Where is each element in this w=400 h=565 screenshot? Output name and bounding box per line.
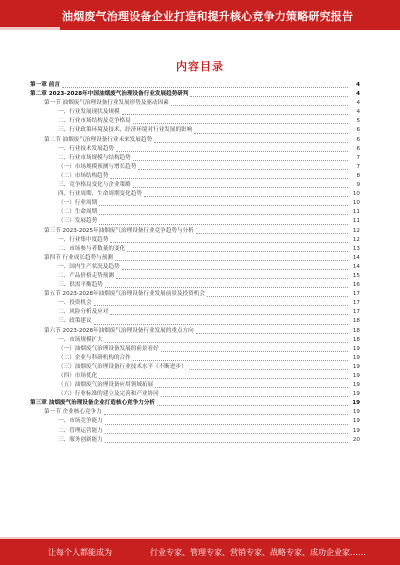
toc-entry-page: 17: [352, 291, 360, 298]
toc-leader-dots: [105, 341, 348, 343]
toc-entry-page: 17: [352, 309, 360, 316]
toc-entry-label: 第二章 2023-2028年中国油烟废气治理设备行业发展趋势研判: [30, 91, 189, 98]
toc-entry-label: 一、行业发展现状及规模: [58, 109, 120, 116]
toc-entry-label: 一、国内生产状况及趋势: [58, 263, 120, 270]
toc-entry-page: 4: [356, 100, 360, 107]
toc-leader-dots: [207, 295, 348, 297]
toc-leader-dots: [196, 332, 348, 334]
toc-entry-page: 19: [352, 373, 360, 379]
toc-leader-dots: [133, 122, 348, 124]
toc-entry[interactable]: [30, 117, 360, 126]
toc-entry-page: 14: [352, 254, 360, 261]
toc-leader-dots: [116, 277, 348, 279]
toc-entry-page: 11: [352, 218, 360, 225]
toc-entry-page: 8: [356, 172, 360, 179]
toc-entry-label: （二）生命周期: [58, 209, 98, 216]
toc-entry[interactable]: [30, 281, 360, 290]
toc-entry-label: 二、市场参与者数量的变化: [58, 245, 126, 252]
toc-entry[interactable]: [30, 126, 360, 135]
toc-entry[interactable]: [30, 336, 360, 345]
toc-entry[interactable]: [30, 99, 360, 108]
header-stripe: [0, 27, 60, 30]
toc-entry-label: （三）油烟废气治理设备行业技术水平（不断进步）: [58, 363, 187, 370]
toc-entry-page: 12: [352, 236, 360, 243]
toc-leader-dots: [190, 95, 348, 97]
toc-entry-page: 19: [352, 354, 360, 361]
toc-entry[interactable]: [30, 372, 360, 381]
toc-entry-label: 三、竞争格局变化与企业策略: [58, 182, 131, 189]
toc-entry-page: 6: [356, 145, 360, 152]
toc-leader-dots: [133, 159, 348, 161]
toc-leader-dots: [94, 323, 348, 325]
toc-entry[interactable]: [30, 299, 360, 308]
toc-entry-page: 6: [356, 136, 360, 143]
toc-entry-page: 6: [356, 127, 360, 134]
toc-entry[interactable]: [30, 272, 360, 281]
toc-entry-label: 第六节 2023-2028年油烟废气治理设备行业发展的重点方向: [44, 327, 194, 334]
report-header: [0, 0, 400, 30]
toc-entry[interactable]: [30, 427, 360, 436]
toc-entry-page: 19: [352, 382, 360, 389]
toc-entry[interactable]: [30, 108, 360, 117]
toc-entry[interactable]: [30, 290, 360, 299]
toc-entry-label: 二、产品价格走势预测: [58, 272, 114, 279]
toc-leader-dots: [127, 250, 348, 252]
toc-leader-dots: [133, 359, 348, 361]
toc-entry[interactable]: [30, 90, 360, 99]
toc-leader-dots: [115, 259, 348, 261]
toc-leader-dots: [105, 423, 348, 425]
toc-entry-label: （二）企业与科研机构的合作: [58, 354, 131, 361]
toc-entry-label: 第三章 油烟废气治理设备企业打造核心竞争力分析: [30, 400, 156, 407]
toc-entry-page: 19: [352, 363, 360, 370]
toc-entry[interactable]: [30, 390, 360, 399]
toc-leader-dots: [105, 441, 348, 443]
toc-entry[interactable]: [30, 417, 360, 426]
table-of-contents: [30, 81, 360, 445]
toc-entry[interactable]: [30, 190, 360, 199]
toc-entry[interactable]: [30, 227, 360, 236]
toc-entry-label: 三、供需平衡趋势: [58, 282, 103, 289]
toc-entry-label: （五）油烟废气治理设备应用领域拓展: [58, 382, 154, 389]
toc-leader-dots: [196, 232, 348, 234]
toc-heading: 内容目录: [176, 60, 224, 73]
toc-entry-page: 18: [352, 327, 360, 334]
toc-entry-page: 18: [352, 336, 360, 343]
toc-leader-dots: [161, 350, 348, 352]
toc-entry-page: 20: [352, 436, 360, 443]
toc-entry[interactable]: [30, 172, 360, 181]
toc-entry[interactable]: [30, 81, 360, 90]
toc-entry-label: （一）行业周期: [58, 200, 98, 207]
toc-entry[interactable]: [30, 408, 360, 417]
toc-entry-page: 15: [352, 272, 360, 279]
toc-entry-label: （六）行业标准的建立及完善和产业协同: [58, 391, 159, 398]
report-footer: [0, 539, 400, 565]
toc-entry[interactable]: [30, 217, 360, 226]
toc-entry-page: 17: [352, 300, 360, 307]
toc-entry[interactable]: [30, 317, 360, 326]
toc-entry-label: （四）市场优化: [58, 373, 98, 379]
toc-entry-label: 第一节 油烟废气治理设备行业发展形势及驱动因素: [44, 100, 169, 107]
toc-entry-page: 19: [352, 409, 360, 416]
toc-leader-dots: [157, 404, 348, 406]
toc-leader-dots: [110, 313, 348, 315]
toc-entry-label: （一）油烟废气治理设备发展的前景看好: [58, 345, 159, 352]
toc-entry-label: 三、服务创新能力: [58, 436, 103, 443]
toc-leader-dots: [194, 132, 348, 134]
toc-entry[interactable]: [30, 345, 360, 354]
toc-entry-label: 一、行业技术发展趋势: [58, 145, 114, 152]
toc-entry-page: 19: [352, 427, 360, 434]
toc-entry-label: 一、投资机会: [58, 300, 92, 307]
toc-entry-label: 第二节 油烟废气治理设备行业未来发展趋势: [44, 136, 153, 143]
footer-brand: 让每个人都能成为: [48, 548, 112, 557]
toc-entry-page: 19: [352, 400, 360, 407]
toc-entry-label: （三）发展趋势: [58, 218, 98, 225]
toc-entry-label: （二）市场结构趋势: [58, 172, 109, 179]
toc-entry[interactable]: [30, 145, 360, 154]
toc-entry-page: 19: [352, 391, 360, 398]
toc-entry-label: 二、管理运营能力: [58, 427, 103, 434]
toc-entry[interactable]: [30, 245, 360, 254]
toc-entry[interactable]: [30, 381, 360, 390]
toc-leader-dots: [138, 168, 348, 170]
toc-entry[interactable]: [30, 436, 360, 445]
toc-leader-dots: [144, 195, 348, 197]
report-title: 油烟废气治理设备企业打造和提升核心竞争力策略研究报告: [62, 10, 354, 23]
toc-entry-label: 一、行业集中度趋势: [58, 236, 109, 243]
toc-entry-page: 7: [356, 163, 360, 170]
toc-entry[interactable]: [30, 399, 360, 408]
toc-leader-dots: [99, 213, 348, 215]
toc-entry-page: 9: [356, 182, 360, 189]
toc-entry-label: 二、行业市场规模与结构趋势: [58, 154, 131, 161]
toc-entry-label: 三、行业政策环境及技术、经济环境对行业发展的影响: [58, 127, 193, 134]
toc-entry-label: 第一节 企业核心竞争力: [44, 409, 102, 416]
toc-entry-label: 第一章 前言: [30, 82, 60, 88]
toc-entry-page: 16: [352, 282, 360, 289]
toc-entry[interactable]: [30, 199, 360, 208]
toc-entry-page: 5: [356, 118, 360, 125]
toc-leader-dots: [154, 141, 348, 143]
toc-entry-label: 二、风险分析及应对: [58, 309, 109, 316]
toc-leader-dots: [171, 104, 348, 106]
toc-leader-dots: [122, 268, 348, 270]
footer-slogan: 行业专家、管理专家、营销专家、战略专家、成功企业家……: [150, 548, 366, 557]
toc-entry-label: 四、行业周期、生命周期变化趋势: [58, 191, 142, 198]
toc-entry[interactable]: [30, 354, 360, 363]
toc-entry-page: 10: [352, 200, 360, 207]
toc-leader-dots: [105, 286, 348, 288]
toc-entry[interactable]: [30, 181, 360, 190]
toc-entry-label: 三、政策建议: [58, 318, 92, 325]
toc-leader-dots: [133, 186, 348, 188]
toc-leader-dots: [99, 377, 348, 379]
toc-entry[interactable]: [30, 163, 360, 172]
toc-entry[interactable]: [30, 327, 360, 336]
toc-entry-page: 4: [356, 91, 360, 98]
toc-entry-page: 13: [352, 245, 360, 252]
toc-entry-label: 一、市场竞争能力: [58, 418, 103, 425]
toc-leader-dots: [62, 86, 348, 88]
toc-entry-page: 4: [356, 109, 360, 116]
toc-entry-label: 一、市场规模扩大: [58, 336, 103, 343]
toc-entry-label: 第四节 行业成长趋势与预测: [44, 254, 113, 261]
toc-leader-dots: [122, 113, 348, 115]
toc-leader-dots: [116, 150, 348, 152]
toc-entry[interactable]: [30, 208, 360, 217]
toc-entry-label: 第三节 2023-2025年油烟废气治理设备行业竞争趋势与分析: [44, 227, 194, 234]
toc-entry-page: 18: [352, 318, 360, 325]
toc-entry-page: 10: [352, 191, 360, 198]
toc-entry-page: 19: [352, 345, 360, 352]
toc-entry[interactable]: [30, 254, 360, 263]
toc-entry[interactable]: [30, 308, 360, 317]
toc-entry[interactable]: [30, 136, 360, 145]
toc-leader-dots: [155, 386, 348, 388]
toc-entry-page: 7: [356, 154, 360, 161]
toc-entry-label: （一）市场规模预测与增长趋势: [58, 163, 137, 170]
toc-leader-dots: [94, 304, 348, 306]
toc-entry[interactable]: [30, 363, 360, 372]
toc-leader-dots: [189, 368, 348, 370]
toc-entry-label: 第五节 2023-2028年油烟废气治理设备行业发展前景及投资机会: [44, 291, 205, 298]
toc-leader-dots: [161, 395, 348, 397]
toc-entry-page: 11: [352, 209, 360, 216]
toc-leader-dots: [110, 177, 348, 179]
toc-leader-dots: [104, 413, 348, 415]
toc-leader-dots: [99, 223, 348, 225]
toc-entry[interactable]: [30, 263, 360, 272]
toc-entry-page: 14: [352, 263, 360, 270]
toc-entry[interactable]: [30, 154, 360, 163]
toc-leader-dots: [105, 432, 348, 434]
toc-entry-page: 4: [356, 82, 360, 88]
toc-entry-label: 二、行业市场结构及竞争格局: [58, 118, 131, 125]
toc-entry-page: 12: [352, 227, 360, 234]
toc-entry-page: 19: [352, 418, 360, 425]
toc-leader-dots: [110, 241, 348, 243]
toc-leader-dots: [99, 204, 348, 206]
toc-entry[interactable]: [30, 236, 360, 245]
